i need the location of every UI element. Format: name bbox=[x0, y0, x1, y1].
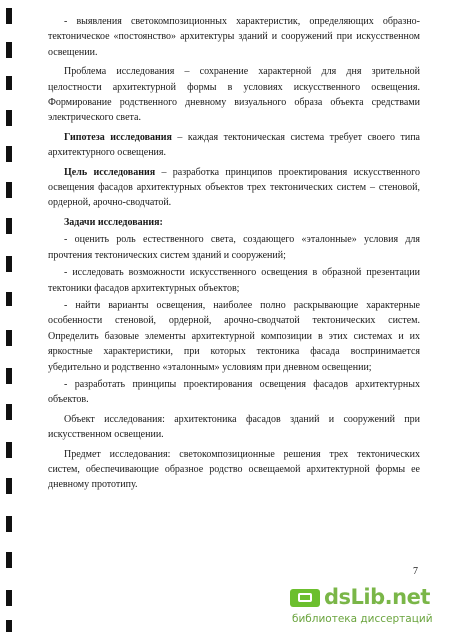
paragraph-goal bbox=[48, 165, 420, 211]
paragraph-hypothesis bbox=[48, 130, 420, 161]
dslib-logo-icon bbox=[290, 589, 320, 607]
hypothesis-heading: Гипотеза исследования bbox=[64, 131, 172, 143]
scan-binding-marks bbox=[0, 0, 14, 636]
tasks-heading-text: Задачи исследования: bbox=[64, 216, 163, 228]
watermark[interactable] bbox=[290, 585, 440, 629]
page-number: 7 bbox=[413, 566, 418, 577]
hypothesis-text: – каждая тектоническая система требует своего типа архитектурного освещения. bbox=[48, 131, 420, 159]
task-item-1: - оценить роль естественного света, создающего «эталонные» условия для прочтения тектонических систем зданий и сооружений; bbox=[48, 234, 420, 261]
document-body bbox=[48, 14, 420, 495]
paragraph-subject: Предмет исследования: светокомпозиционные решения трех тектонических систем, обеспечивающие образное родство освещаемой архитектурной формы ее дневному прототипу. bbox=[48, 448, 420, 491]
goal-heading: Цель исследования bbox=[64, 166, 156, 178]
task-item-2: - исследовать возможности искусственного освещения в образной презентации тектоники фасадов архитектурных объектов; bbox=[48, 267, 420, 294]
paragraph-characteristics: - выявления светокомпозиционных характеристик, определяющих образно-тектоническое «постоянство» архитектуры зданий и сооружений при искусственном освещении. bbox=[48, 16, 420, 58]
tasks-heading bbox=[48, 215, 420, 230]
task-item-4: - разработать принципы проектирования освещения фасадов архитектурных объектов. bbox=[48, 378, 420, 406]
paragraph-object: Объект исследования: архитектоника фасадов зданий и сооружений при искусственном освещении. bbox=[48, 413, 420, 441]
goal-text: – разработка принципов проектирования искусственного освещения фасадов архитектурных объектов трех тектонических систем – стеновой, ордерной, арочно-сводчатой. bbox=[48, 166, 420, 209]
watermark-subtitle: библиотека диссертаций bbox=[292, 613, 433, 625]
paragraph-problem: Проблема исследования – сохранение характерной для дня зрительной целостности архитектурной формы в условиях искусственного освещения. Формирование родственного дневному визуального образа объекта средствами электрического света. bbox=[48, 66, 420, 124]
watermark-site-name: dsLib.net bbox=[324, 585, 430, 609]
task-item-3: - найти варианты освещения, наиболее полно раскрывающие характерные особенности стеновой, ордерной, арочно-сводчатой тектонических систем. Определить базовые элементы архитектурной композиции в этих системах и их яркостные характеристики, при которых тектоника фасада воспринимается убедительно и родственно «эталонным» условиям при дневном освещении; bbox=[48, 299, 420, 373]
